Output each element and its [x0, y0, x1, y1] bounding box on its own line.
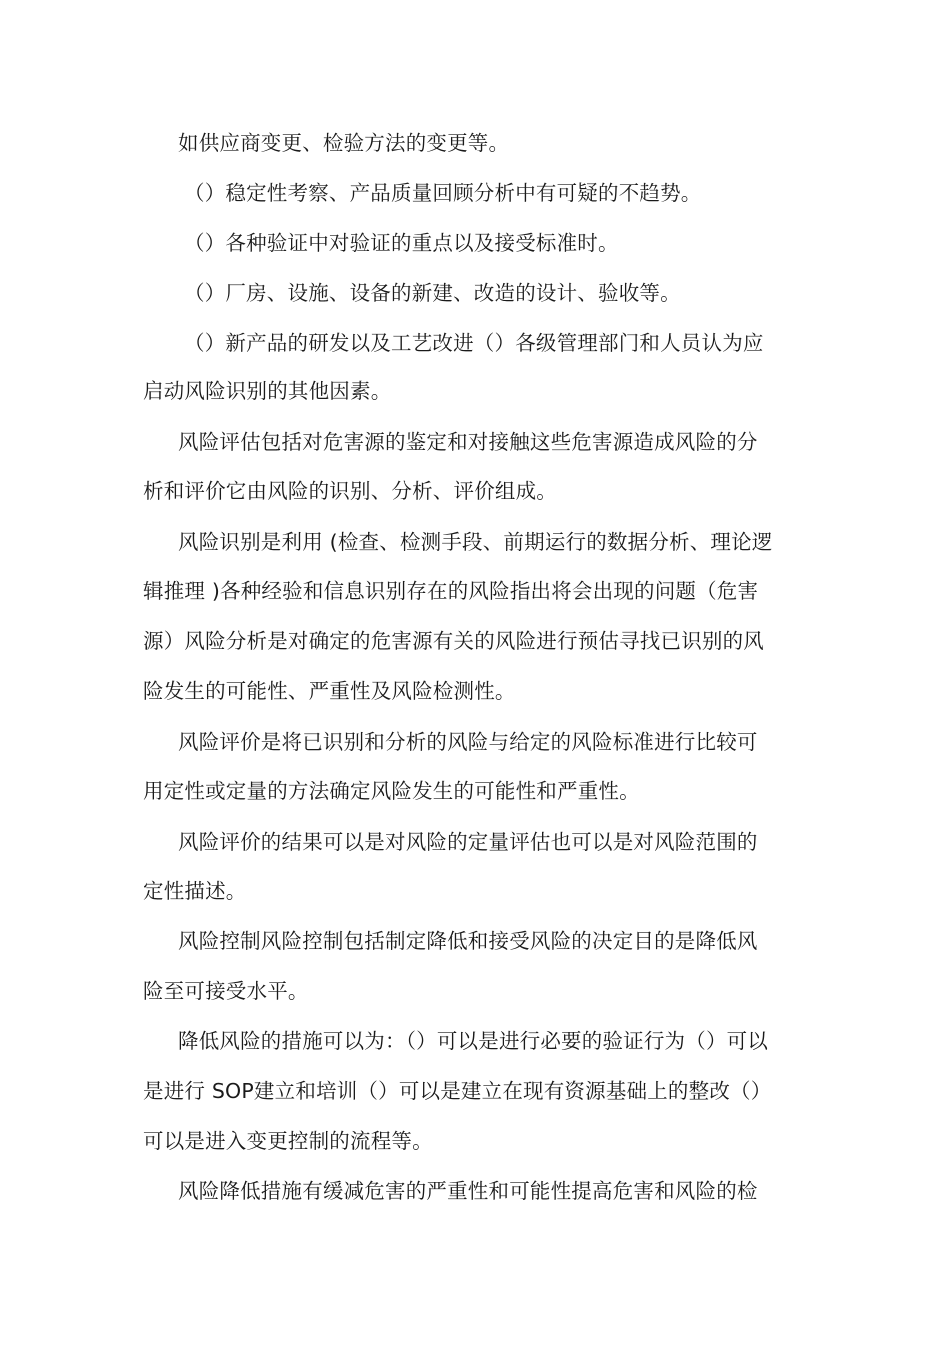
text-line: 险发生的可能性、严重性及风险检测性。 [143, 679, 516, 703]
text-line: 险至可接受水平。 [143, 979, 309, 1003]
text-line: 定性描述。 [143, 879, 247, 903]
text-line: 是进行 SOP建立和培训（）可以是建立在现有资源基础上的整改（） [143, 1079, 772, 1103]
text-line: （）厂房、设施、设备的新建、改造的设计、验收等。 [184, 281, 681, 305]
text-line: （）新产品的研发以及工艺改进（）各级管理部门和人员认为应 [184, 331, 764, 355]
text-line: （）各种验证中对验证的重点以及接受标准时。 [184, 231, 619, 255]
text-line: 可以是进入变更控制的流程等。 [143, 1129, 433, 1153]
text-line: 降低风险的措施可以为：（）可以是进行必要的验证行为（）可以 [178, 1029, 769, 1053]
text-line: 风险评价的结果可以是对风险的定量评估也可以是对风险范围的 [178, 830, 758, 854]
text-line: 风险评价是将已识别和分析的风险与给定的风险标准进行比较可 [178, 730, 758, 754]
text-line: 析和评价它由风险的识别、分析、评价组成。 [143, 479, 557, 503]
text-line: 用定性或定量的方法确定风险发生的可能性和严重性。 [143, 779, 640, 803]
text-line: 源）风险分析是对确定的危害源有关的风险进行预估寻找已识别的风 [143, 629, 764, 653]
text-line: 如供应商变更、检验方法的变更等。 [178, 131, 510, 155]
text-line: 风险降低措施有缓减危害的严重性和可能性提高危害和风险的检 [178, 1179, 758, 1203]
text-line: 风险控制风险控制包括制定降低和接受风险的决定目的是降低风 [178, 929, 758, 953]
text-line: 启动风险识别的其他因素。 [143, 379, 392, 403]
text-line: （）稳定性考察、产品质量回顾分析中有可疑的不趋势。 [184, 181, 702, 205]
text-line: 风险识别是利用 (检查、检测手段、前期运行的数据分析、理论逻 [178, 530, 773, 554]
text-line: 风险评估包括对危害源的鉴定和对接触这些危害源造成风险的分 [178, 430, 758, 454]
text-line: 辑推理 )各种经验和信息识别存在的风险指出将会出现的问题（危害 [143, 579, 759, 603]
